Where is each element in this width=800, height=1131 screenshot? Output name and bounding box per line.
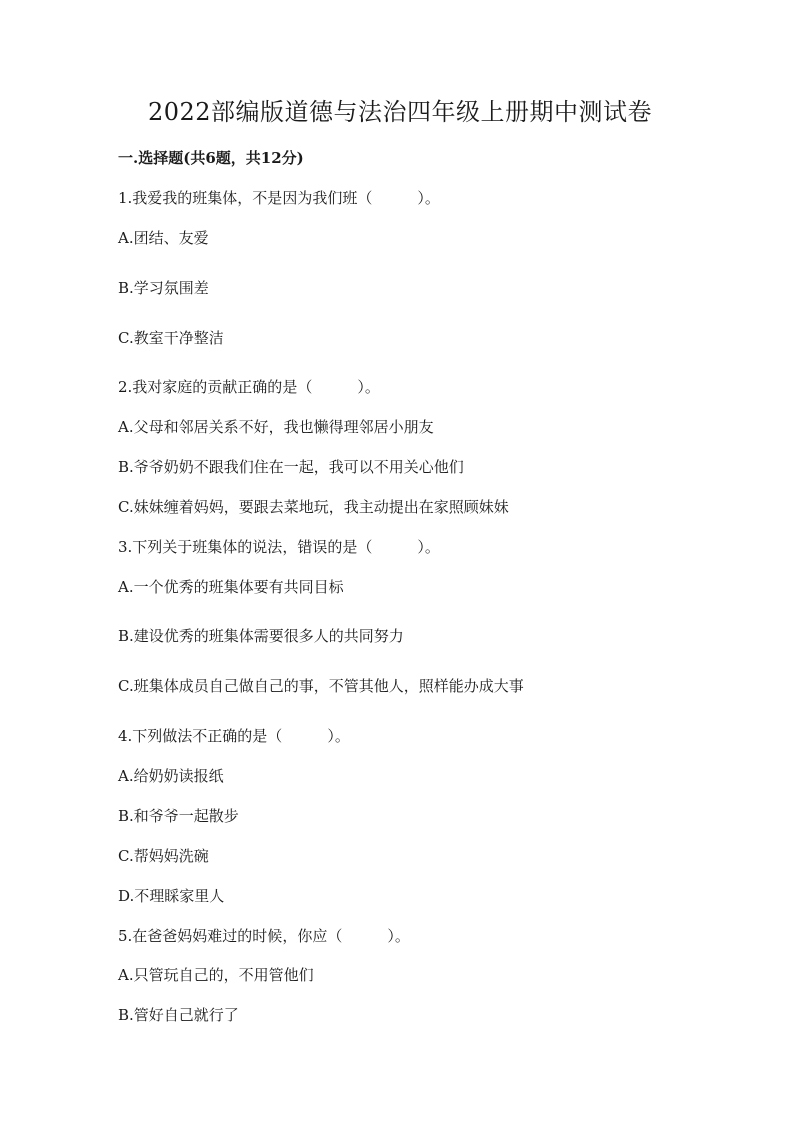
question-4-option-b: B.和爷爷一起散步 — [118, 807, 239, 825]
question-1-option-a: A.团结、友爱 — [118, 229, 209, 247]
question-2-stem: 2.我对家庭的贡献正确的是（ ）。 — [118, 378, 380, 396]
question-5-option-a: A.只管玩自己的，不用管他们 — [118, 966, 314, 984]
question-5-stem: 5.在爸爸妈妈难过的时候，你应（ ）。 — [118, 927, 410, 945]
page-title: 2022部编版道德与法治四年级上册期中测试卷 — [147, 98, 653, 126]
question-4-option-a: A.给奶奶读报纸 — [118, 767, 224, 785]
question-1-stem: 1.我爱我的班集体，不是因为我们班（ ）。 — [118, 189, 440, 207]
question-4-option-c: C.帮妈妈洗碗 — [118, 847, 209, 865]
question-2-option-c: C.妹妹缠着妈妈，要跟去菜地玩，我主动提出在家照顾妹妹 — [118, 498, 509, 516]
section-heading: 一.选择题(共6题，共12分) — [118, 149, 304, 167]
question-3-option-c: C.班集体成员自己做自己的事，不管其他人，照样能办成大事 — [118, 677, 524, 695]
question-1-option-c: C.教室干净整洁 — [118, 329, 224, 347]
question-3-option-b: B.建设优秀的班集体需要很多人的共同努力 — [118, 627, 404, 645]
question-2-option-a: A.父母和邻居关系不好，我也懒得理邻居小朋友 — [118, 418, 434, 436]
question-5-option-b: B.管好自己就行了 — [118, 1006, 239, 1024]
question-4-option-d: D.不理睬家里人 — [118, 887, 225, 905]
question-3-stem: 3.下列关于班集体的说法，错误的是（ ）。 — [118, 538, 440, 556]
question-1-option-b: B.学习氛围差 — [118, 279, 209, 297]
question-3-option-a: A.一个优秀的班集体要有共同目标 — [118, 578, 344, 596]
question-4-stem: 4.下列做法不正确的是（ ）。 — [118, 727, 350, 745]
question-2-option-b: B.爷爷奶奶不跟我们住在一起，我可以不用关心他们 — [118, 458, 464, 476]
